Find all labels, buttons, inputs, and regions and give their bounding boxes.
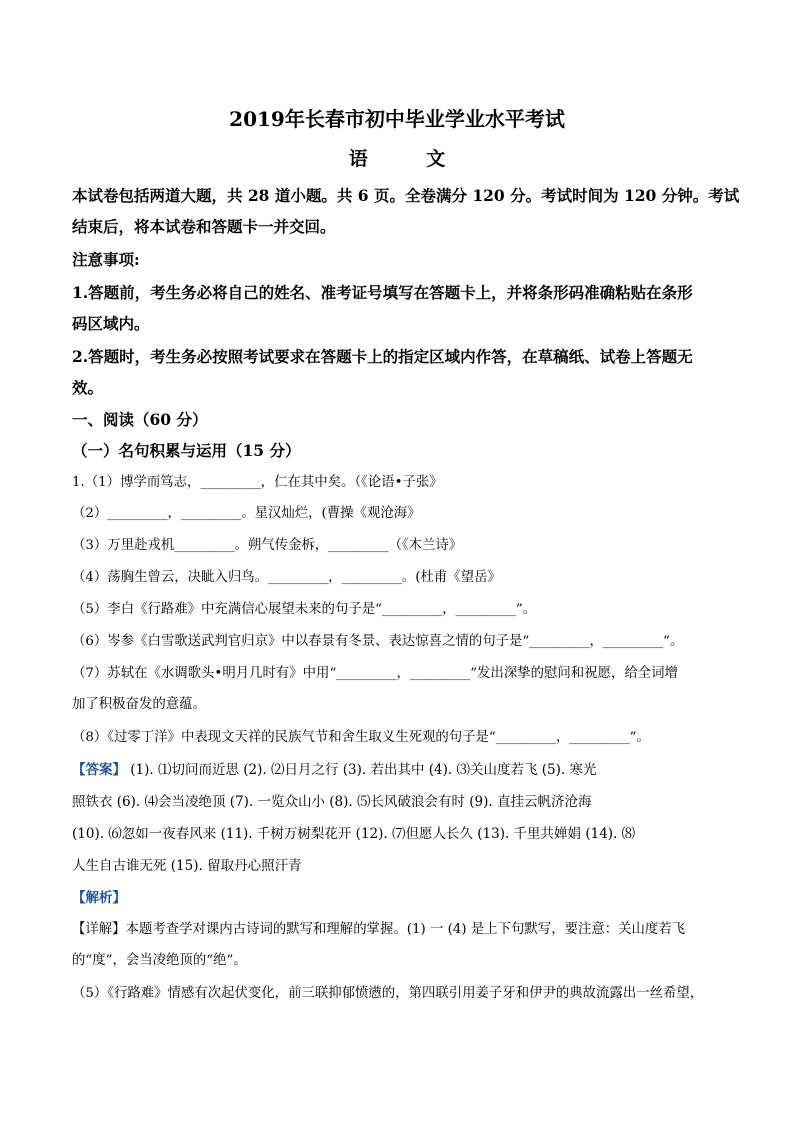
note-2-line-1: 2.答题时，考生务必按照考试要求在答题卡上的指定区域内作答，在草稿纸、试卷上答题无 [72, 347, 693, 366]
answer-line-2: 照铁衣 (6). ⑷会当凌绝顶 (7). 一览众山小 (8). ⑸长风破浪会有时 (9). 直挂云帆济沧海 [72, 794, 592, 810]
question-8: （8）《过零丁洋》中表现文天祥的民族气节和舍生取义生死观的句子是“_________，_________”。 [72, 730, 650, 745]
analysis-line-1: 【详解】本题考查学对课内古诗词的默写和理解的掌握。(1) 一 (4) 是上下句默写，要注意：关山度若飞 [72, 922, 686, 937]
analysis-line-3: （5）《行路难》情感有次起伏变化，前三联抑郁愤懑的，第四联引用姜子牙和伊尹的典故流露出一丝希望， [72, 986, 704, 1001]
analysis-line-2: 的“度”，会当凌绝顶的“绝”。 [72, 953, 247, 968]
section-heading: 一、阅读（60 分） [72, 410, 208, 429]
answer-line-1 [72, 760, 596, 780]
answer-line-3: (10). ⑹忽如一夜春风来 (11). 千树万树梨花开 (12). ⑺但愿人长久 (13). 千里共婵娟 (14). ⑻ [72, 826, 636, 842]
intro-line-1: 本试卷包括两道大题，共 28 道小题。共 6 页。全卷满分 120 分。考试时间为 120 分钟。考试 [72, 186, 740, 205]
question-6: （6）岑参《白雪歌送武判官归京》中以春景有冬景、表达惊喜之情的句子是“_________，_________”。 [72, 634, 684, 649]
subject-title: 语 文 [348, 148, 472, 170]
notice-title: 注意事项: [72, 250, 140, 269]
question-5: （5）李白《行路难》中充满信心展望未来的句子是“_________，_________”。 [72, 602, 537, 617]
question-4: （4）荡胸生曾云，决眦入归鸟。_________，_________。(杜甫《望岳》 [72, 570, 501, 585]
question-1: 1.（1）博学而笃志，_________，仁在其中矣。（《论语•子张》 [72, 475, 443, 490]
section-subheading: （一）名句积累与运用（15 分） [72, 441, 301, 460]
question-7-line-1: （7）苏轼在《水调歌头•明月几时有》中用“_________，_________”发出深挚的慰问和祝愿，给全词增 [72, 666, 678, 681]
question-7-line-2: 加了积极奋发的意蕴。 [72, 697, 206, 712]
answer-label: 【答案】 [72, 762, 126, 778]
note-1-line-1: 1.答题前，考生务必将自己的姓名、准考证号填写在答题卡上，并将条形码准确粘贴在条形 [72, 283, 693, 302]
analysis-label: 【解析】 [72, 890, 126, 906]
note-1-line-2: 码区域内。 [72, 314, 150, 333]
question-3: （3）万里赴戎机_________。朔气传金柝，_________（《木兰诗》 [72, 538, 463, 553]
answer-text-1: (1). ⑴切问而近思 (2). ⑵日月之行 (3). 若出其中 (4). ⑶关山度若飞 (5). 寒光 [126, 762, 597, 778]
intro-line-2: 结束后，将本试卷和答题卡一并交回。 [72, 217, 336, 236]
note-2-line-2: 效。 [72, 378, 104, 397]
exam-title: 2019年长春市初中毕业学业水平考试 [229, 107, 565, 131]
question-2: （2）_________，_________。星汉灿烂，(曹操《观沧海》 [72, 506, 421, 521]
answer-line-4: 人生自古谁无死 (15). 留取丹心照汗青 [72, 858, 302, 874]
